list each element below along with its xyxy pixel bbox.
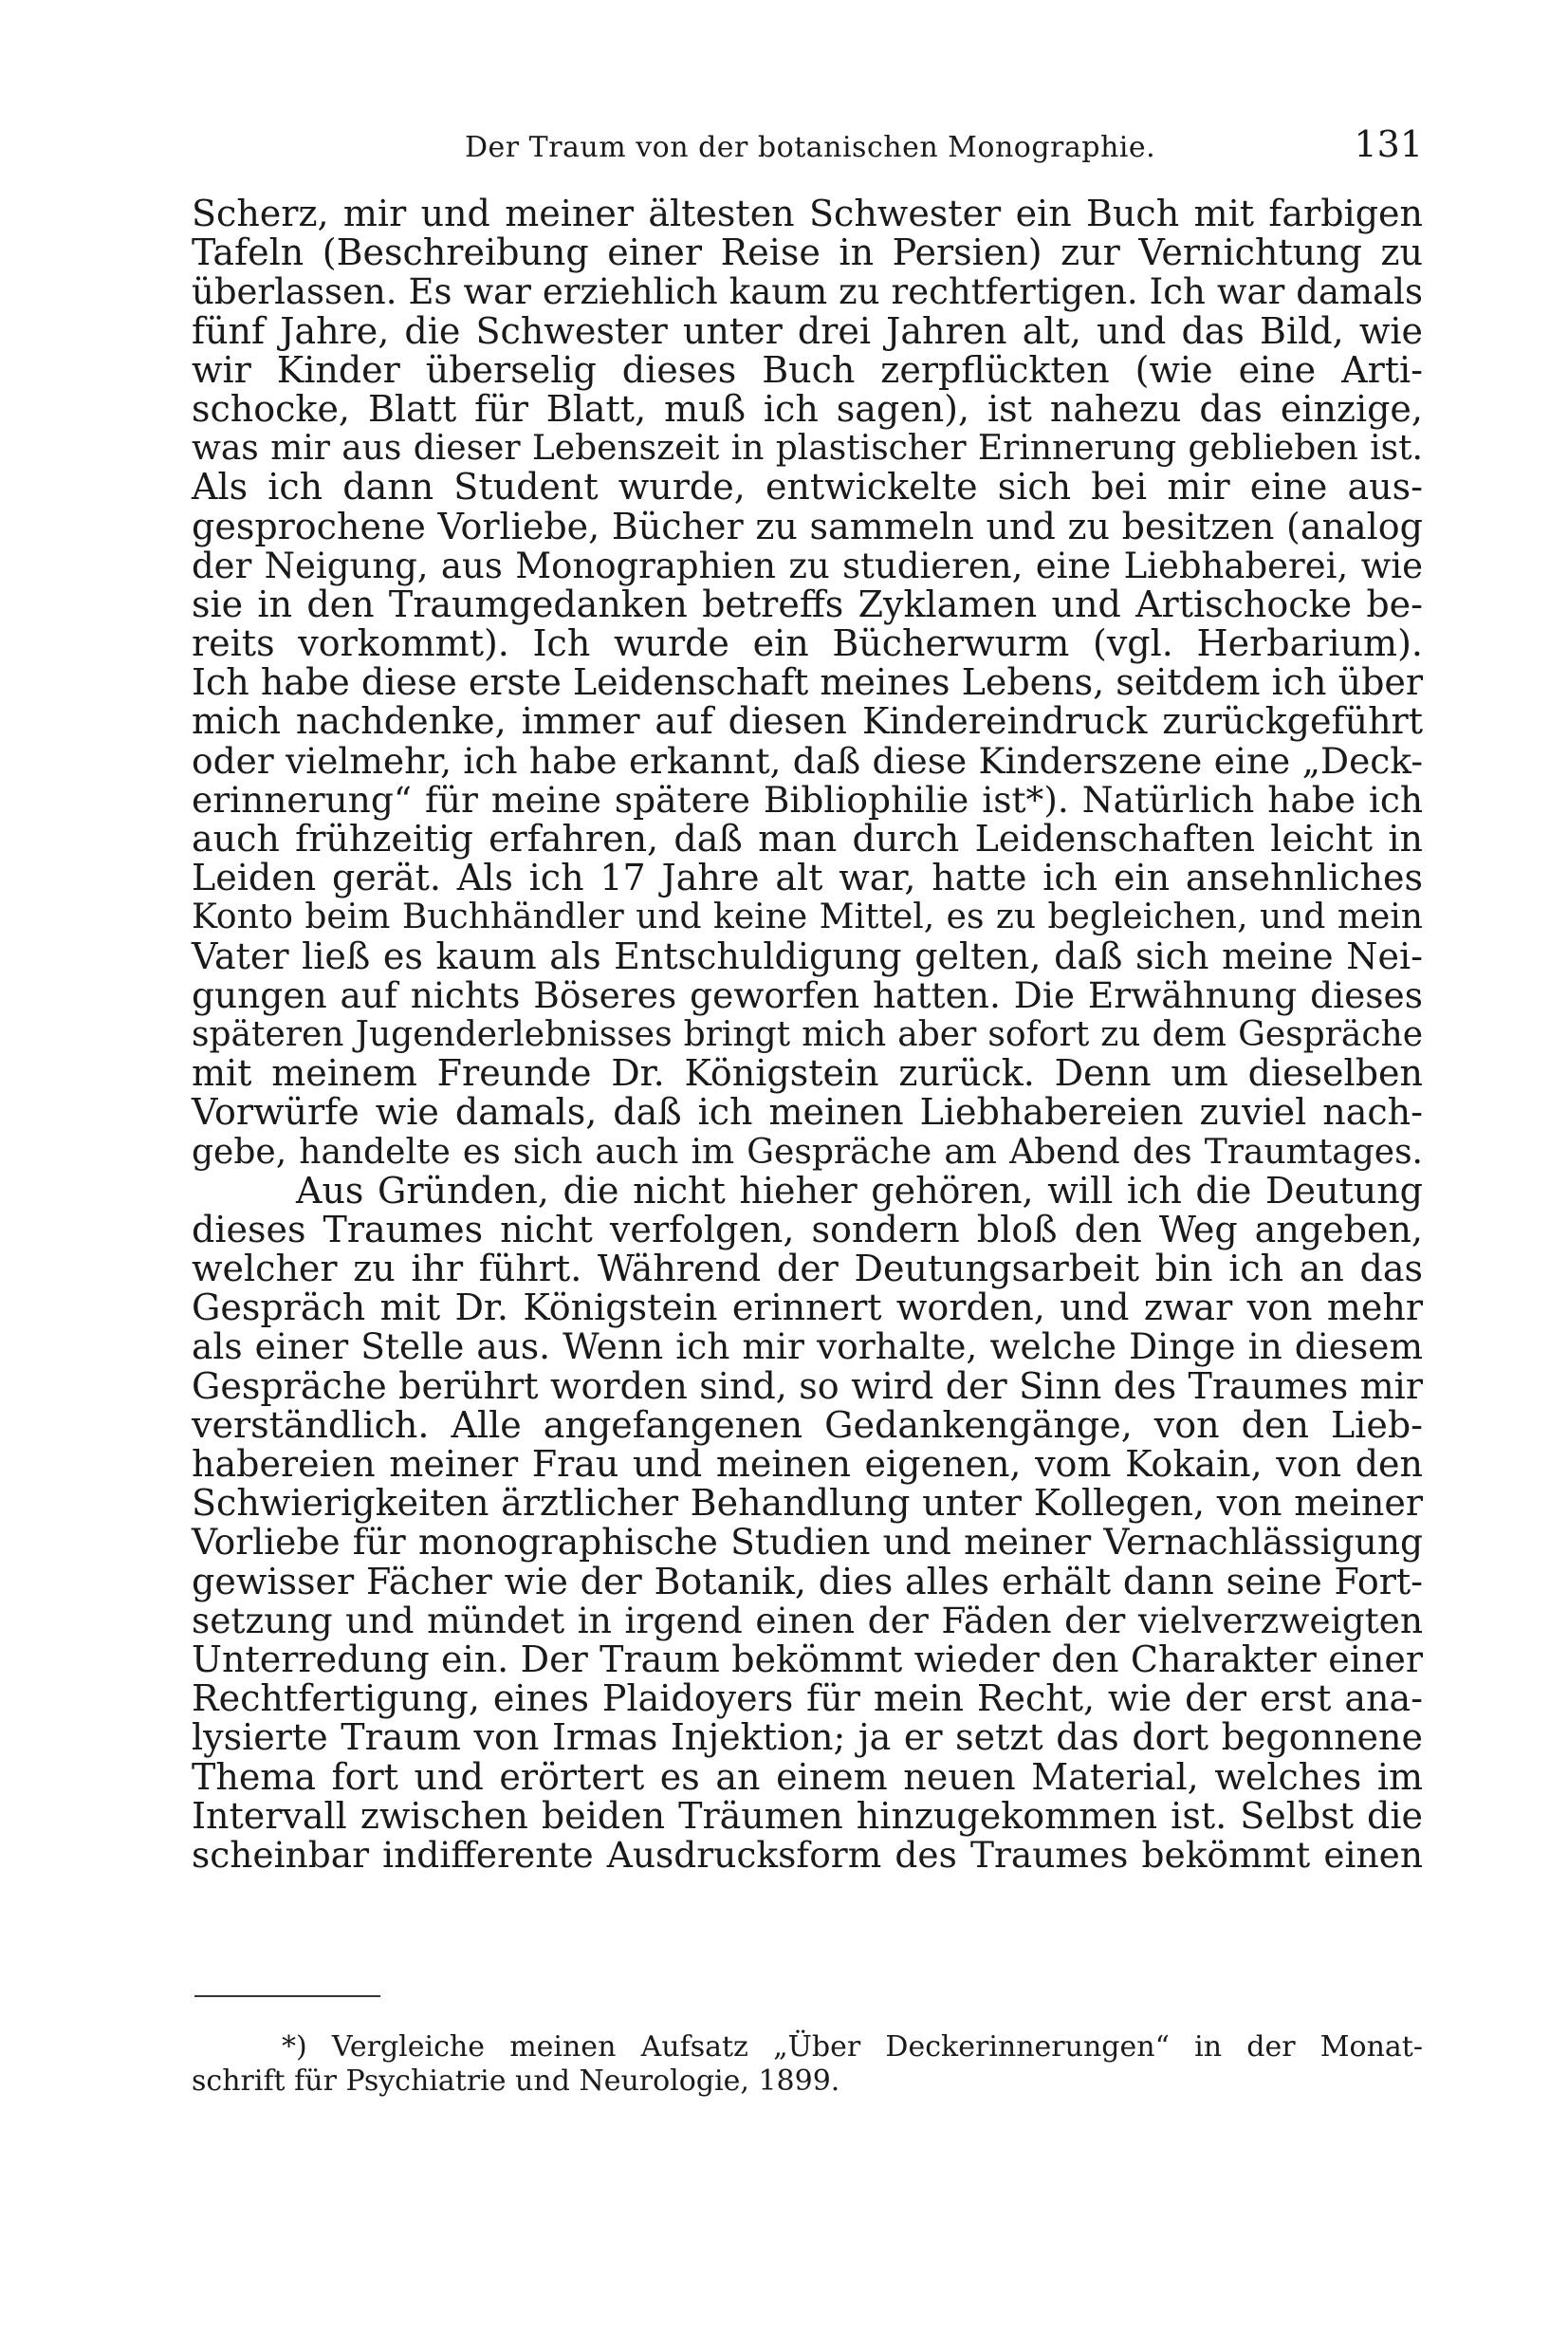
- text-line: erinnerung“ für meine spätere Bibliophilie ist*). Natürlich habe ich: [192, 778, 1423, 821]
- text-line: Intervall zwischen beiden Träumen hinzugekommen ist. Selbst die: [192, 1794, 1423, 1837]
- text-line: Scherz, mir und meiner ältesten Schwester ein Buch mit farbigen: [192, 193, 1423, 234]
- text-line: wir Kinder überselig dieses Buch zerpflückten (wie eine Arti-: [192, 348, 1423, 391]
- text-line: habereien meiner Frau und meinen eigenen, vom Kokain, von den: [192, 1443, 1423, 1485]
- text-line: Vorliebe für monographische Studien und meiner Vernachlässigung: [192, 1521, 1423, 1564]
- text-line: reits vorkommt). Ich wurde ein Bücherwurm (vgl. Herbarium).: [192, 622, 1423, 665]
- footnote-line: *) Vergleiche meinen Aufsatz „Über Deckerinnerungen“ in der Monat-: [282, 2030, 1423, 2064]
- text-line: Konto beim Buchhändler und keine Mittel, es zu begleichen, und mein: [192, 898, 1423, 937]
- text-line: welcher zu ihr führt. Während der Deutungsarbeit bin ich an das: [192, 1248, 1423, 1290]
- text-line: setzung und mündet in irgend einen der Fäden der vielverzweigten: [192, 1599, 1423, 1641]
- text-line: verständlich. Alle angefangenen Gedankengänge, von den Lieb-: [192, 1403, 1423, 1446]
- text-line: Tafeln (Beschreibung einer Reise in Persien) zur Vernichtung zu: [192, 231, 1423, 274]
- text-line: Leiden gerät. Als ich 17 Jahre alt war, hatte ich ein ansehnliches: [192, 857, 1423, 899]
- text-line: scheinbar indifferente Ausdrucksform des Traumes bekömmt einen: [192, 1833, 1423, 1876]
- text-line: gewisser Fächer wie der Botanik, dies alles erhält dann seine Fort-: [192, 1560, 1423, 1602]
- text-line: schocke, Blatt für Blatt, muß ich sagen), ist nahezu das einzige,: [192, 387, 1423, 430]
- text-line: auch frühzeitig erfahren, daß man durch Leidenschaften leicht in: [192, 818, 1423, 860]
- text-line: Unterredung ein. Der Traum bekömmt wieder den Charakter einer: [192, 1638, 1423, 1680]
- text-line: gungen auf nichts Böseres geworfen hatten. Die Erwähnung dieses: [192, 973, 1423, 1016]
- text-line: Gespräche berührt worden sind, so wird der Sinn des Traumes mir: [192, 1364, 1423, 1407]
- text-line: sie in den Traumgedanken betreffs Zyklamen und Artischocke be-: [192, 583, 1423, 625]
- body-text: [192, 194, 1423, 1875]
- text-line: der Neigung, aus Monographien zu studieren, eine Liebhaberei, wie: [192, 545, 1423, 586]
- footnote-divider: [194, 1995, 380, 1997]
- page-number: 131: [1354, 123, 1423, 165]
- text-line: Rechtfertigung, eines Plaidoyers für mein Recht, wie der erst ana-: [192, 1677, 1423, 1720]
- text-line: gesprochene Vorliebe, Bücher zu sammeln und zu besitzen (analog: [192, 505, 1423, 547]
- text-line: mit meinem Freunde Dr. Königstein zurück. Denn um dieselben: [192, 1052, 1423, 1095]
- running-head: [190, 123, 1423, 171]
- text-line: Vorwürfe wie damals, daß ich meinen Liebhabereien zuviel nach-: [192, 1091, 1423, 1134]
- text-line: Gespräch mit Dr. Königstein erinnert worden, und zwar von mehr: [192, 1287, 1423, 1329]
- text-line: Als ich dann Student wurde, entwickelte sich bei mir eine aus-: [192, 466, 1423, 509]
- footnote: [192, 2030, 1423, 2099]
- text-line: dieses Traumes nicht verfolgen, sondern bloß den Weg angeben,: [192, 1208, 1423, 1250]
- running-title: Der Traum von der botanischen Monographie.: [465, 131, 1156, 164]
- text-line: oder vielmehr, ich habe erkannt, daß diese Kinderszene eine „Deck-: [192, 739, 1423, 782]
- footnote-line: schrift für Psychiatrie und Neurologie, 1899.: [192, 2064, 840, 2098]
- text-line: späteren Jugenderlebnisses bringt mich aber sofort zu dem Gespräche: [192, 1014, 1423, 1054]
- text-line: was mir aus dieser Lebenszeit in plastischer Erinnerung geblieben ist.: [192, 429, 1423, 469]
- paragraph-end-line: gebe, handelte es sich auch im Gespräche am Abend des Traumtages.: [192, 1132, 1423, 1172]
- text-line: Vater ließ es kaum als Entschuldigung gelten, daß sich meine Nei-: [192, 935, 1423, 977]
- text-line: Thema fort und erörtert es an einem neuen Material, welches im: [192, 1755, 1423, 1798]
- text-line: mich nachdenke, immer auf diesen Kindereindruck zurückgeführt: [192, 700, 1423, 743]
- text-line: fünf Jahre, die Schwester unter drei Jahren alt, und das Bild, wie: [192, 309, 1423, 352]
- text-line: lysierte Traum von Irmas Injektion; ja er setzt das dort begonnene: [192, 1716, 1423, 1759]
- text-line: überlassen. Es war erziehlich kaum zu rechtfertigen. Ich war damals: [192, 271, 1423, 313]
- text-line: Ich habe diese erste Leidenschaft meines Lebens, seitdem ich über: [192, 661, 1424, 704]
- paragraph-start-line: Aus Gründen, die nicht hieher gehören, will ich die Deutung: [296, 1169, 1423, 1212]
- text-line: Schwierigkeiten ärztlicher Behandlung unter Kollegen, von meiner: [192, 1482, 1423, 1525]
- text-line: als einer Stelle aus. Wenn ich mir vorhalte, welche Dinge in diesem: [192, 1325, 1423, 1368]
